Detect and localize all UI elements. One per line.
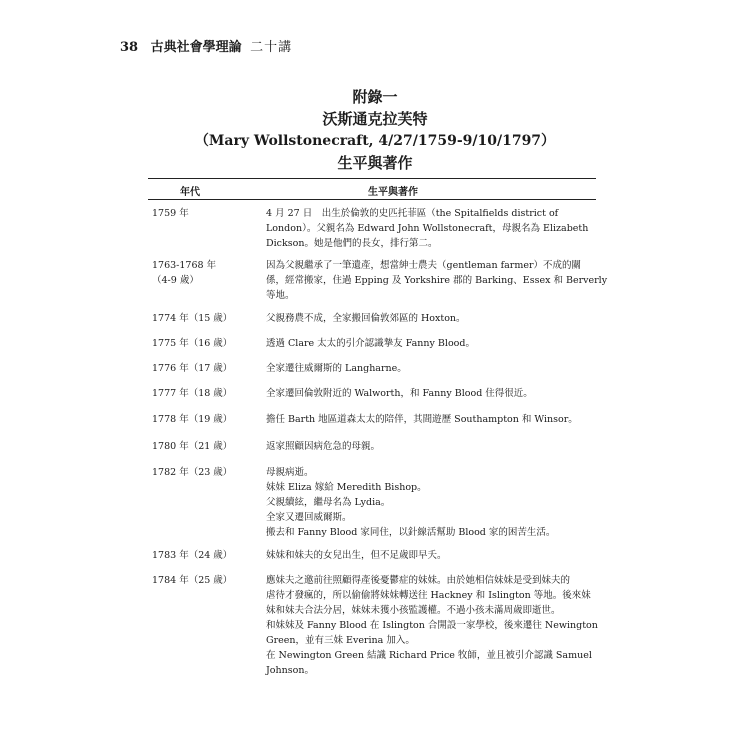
row-event (266, 258, 608, 303)
person-name-zh: 沃斯通克拉芙特 (322, 110, 428, 128)
book-subtitle: 二十講 (250, 40, 293, 55)
event-line: 透過 Clare 太太的引介認識摯友 Fanny Blood。 (266, 338, 475, 349)
row-event (266, 361, 596, 376)
year-line: 1778 年（19 歲） (152, 414, 233, 425)
row-year (152, 412, 262, 427)
row-event (266, 548, 596, 563)
event-line: 全家遷回倫敦附近的 Walworth，和 Fanny Blood 住得很近。 (266, 388, 533, 399)
row-event (266, 573, 596, 678)
row-event (266, 336, 596, 351)
year-line: 1780 年（21 歲） (152, 441, 233, 452)
event-line: 等地。 (266, 290, 295, 301)
row-year (152, 311, 262, 326)
row-event (266, 412, 596, 427)
table-header (148, 178, 596, 200)
event-line: 擔任 Barth 地區道森太太的陪伴，其間遊歷 Southampton 和 Winsor。 (266, 414, 578, 425)
event-line: 返家照顧因病危急的母親。 (266, 441, 381, 452)
event-line: 妹和妹夫合法分居，妹妹未獲小孩監護權。不過小孩未滿周歲即逝世。 (266, 605, 561, 616)
row-year (152, 336, 262, 351)
year-line: 1777 年（18 歲） (152, 388, 233, 399)
event-line: 因為父親繼承了一筆遺產，想當紳士農夫（gentleman farmer）不成的關 (266, 260, 582, 271)
event-line: London）。父親名為 Edward John Wollstonecraft，母親名為 Elizabeth (266, 223, 589, 234)
row-year (152, 258, 262, 288)
year-line: 1782 年（23 歲） (152, 467, 233, 478)
event-line: 應妹夫之邀前往照顧得產後憂鬱症的妹妹。由於她相信妹妹是受到妹夫的 (266, 575, 571, 586)
year-line: 1763-1768 年 (152, 260, 217, 271)
event-line: 係，經常搬家，住過 Epping 及 Yorkshire 郡的 Barking、Essex 和 Berverly (266, 275, 608, 286)
chronology-table (148, 178, 608, 676)
appendix-titles (0, 86, 750, 174)
running-header (120, 36, 292, 55)
row-event (266, 439, 596, 454)
column-header-event: 生平與著作 (368, 187, 418, 198)
row-year (152, 573, 262, 588)
event-line: 妹妹和妹夫的女兒出生，但不足歲即早夭。 (266, 550, 447, 561)
event-line: 妹妹 Eliza 嫁給 Meredith Bishop。 (266, 482, 427, 493)
event-line: 全家又遷回威爾斯。 (266, 512, 352, 523)
year-line: 1759 年 (152, 208, 189, 219)
appendix-label: 附錄一 (352, 88, 398, 106)
column-header-year: 年代 (180, 187, 200, 198)
year-line: 1784 年（25 歲） (152, 575, 233, 586)
row-event (266, 386, 596, 401)
event-line: Johnson。 (266, 665, 314, 676)
event-line: 父親務農不成，全家搬回倫敦郊區的 Hoxton。 (266, 313, 466, 324)
row-year (152, 465, 262, 480)
event-line: 4 月 27 日 出生於倫敦的史匹托菲區（the Spitalfields district of (266, 208, 559, 219)
event-line: 母親病逝。 (266, 467, 314, 478)
year-line: 1775 年（16 歲） (152, 338, 233, 349)
event-line: 在 Newington Green 結識 Richard Price 牧師，並且被引介認識 Samuel (266, 650, 592, 661)
year-line: 1776 年（17 歲） (152, 363, 233, 374)
year-line: 1783 年（24 歲） (152, 550, 233, 561)
year-line: 1774 年（15 歲） (152, 313, 233, 324)
row-year (152, 206, 262, 221)
row-year (152, 386, 262, 401)
event-line: Green，並有三妹 Everina 加入。 (266, 635, 415, 646)
row-year (152, 439, 262, 454)
event-line: 父親續絃，繼母名為 Lydia。 (266, 497, 391, 508)
event-line: Dickson。她是他們的長女，排行第二。 (266, 238, 438, 249)
row-year (152, 361, 262, 376)
event-line: 虐待才發瘋的，所以偷偷將妹妹轉送往 Hackney 和 Islington 等地。後來妹 (266, 590, 591, 601)
event-line: 全家遷往威爾斯的 Langharne。 (266, 363, 407, 374)
event-line: 搬去和 Fanny Blood 家同住，以針線活幫助 Blood 家的困苦生活。 (266, 527, 556, 538)
page-number: 38 (120, 40, 139, 55)
row-event (266, 465, 596, 540)
row-year (152, 548, 262, 563)
row-event (266, 311, 596, 326)
person-name-en: （Mary Wollstonecraft, 4/27/1759-9/10/1797） (194, 133, 556, 149)
event-line: 和妹妹及 Fanny Blood 在 Islington 合開設一家學校，後來遷往 Newington (266, 620, 598, 631)
row-event (266, 206, 596, 251)
section-title: 生平與著作 (337, 154, 413, 172)
book-title: 古典社會學理論 (150, 40, 242, 55)
year-line: （4-9 歲） (152, 275, 199, 286)
